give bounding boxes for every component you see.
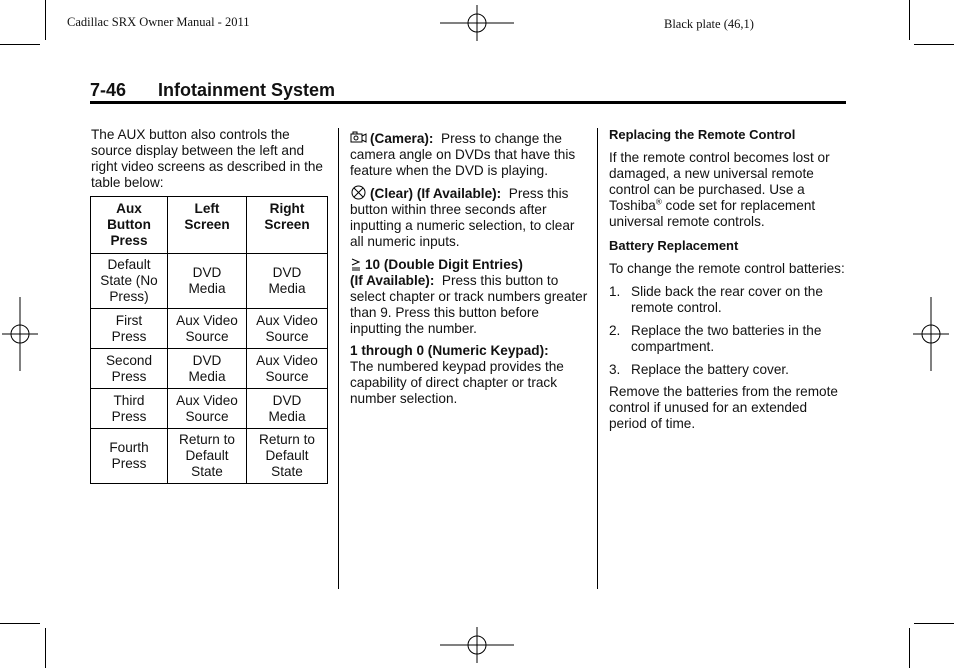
table-cell: Return to Default State — [247, 429, 328, 484]
remote-paragraph: If the remote control becomes lost or damaged, a new universal remote control can be purchased. Use a Toshiba® code set for replacement universal remote controls. — [609, 150, 830, 229]
table-cell: Third Press — [91, 389, 168, 429]
plate-label: Black plate (46,1) — [664, 17, 754, 31]
table-header-cell: Left Screen — [168, 197, 247, 254]
double-digit-text: Press this button to select chapter or track numbers greater than 9. Press this button before inputting the number. — [350, 273, 588, 336]
list-item: 2. Replace the two batteries in the compartment. — [609, 323, 822, 354]
manual-title: Cadillac SRX Owner Manual - 2011 — [67, 15, 250, 29]
double-digit-icon — [350, 256, 362, 271]
page-number: 7-46 — [90, 80, 127, 100]
column-divider-2 — [597, 128, 598, 589]
table-header-row — [91, 197, 328, 254]
crop-mark-bl-v — [45, 628, 46, 668]
list-item: 1. Slide back the rear cover on the remote control. — [609, 284, 823, 315]
camera-label: (Camera): — [370, 131, 434, 146]
camera-paragraph — [350, 131, 590, 179]
table-cell: Aux Video Source — [247, 349, 328, 389]
double-digit-paragraph — [350, 256, 590, 337]
battery-intro: To change the remote control batteries: — [609, 261, 845, 276]
registration-mark-left-icon — [2, 297, 38, 371]
registration-mark-bottom-icon — [440, 627, 514, 663]
crop-mark-tr-v — [909, 0, 910, 40]
registration-mark-top-icon — [440, 5, 514, 41]
table-header-cell: Right Screen — [247, 197, 328, 254]
table-row — [91, 389, 328, 429]
keypad-paragraph — [350, 343, 590, 407]
table-header-cell: Aux Button Press — [91, 197, 168, 254]
clear-icon — [350, 185, 367, 200]
double-digit-label: 10 (Double Digit Entries) — [365, 257, 523, 272]
closing-paragraph: Remove the batteries from the remote control if unused for an extended period of time. — [609, 384, 838, 431]
keypad-text: The numbered keypad provides the capability of direct chapter or track number selection. — [350, 359, 564, 406]
intro-paragraph: The AUX button also controls the source display between the left and right video screens as described in the table below: — [91, 127, 323, 190]
section-title: Infotainment System — [158, 80, 336, 100]
table-cell: DVD Media — [168, 254, 247, 309]
keypad-label: 1 through 0 (Numeric Keypad): — [350, 343, 549, 358]
column-1 — [91, 127, 327, 191]
table-cell: Default State (No Press) — [91, 254, 168, 309]
crop-mark-tl-v — [45, 0, 46, 40]
table-cell: Aux Video Source — [168, 309, 247, 349]
registration-mark-right-icon — [913, 297, 949, 371]
battery-heading: Battery Replacement — [609, 238, 739, 253]
table-row — [91, 429, 328, 484]
table-cell: Return to Default State — [168, 429, 247, 484]
heading-rule — [90, 101, 846, 104]
table-cell: First Press — [91, 309, 168, 349]
table-row — [91, 309, 328, 349]
clear-paragraph — [350, 185, 590, 250]
camera-icon — [350, 131, 367, 145]
registered-mark: ® — [655, 197, 662, 207]
camera-text: Press to change the camera angle on DVDs that have this feature when the DVD is playing. — [350, 131, 576, 178]
remote-heading: Replacing the Remote Control — [609, 127, 796, 142]
table-cell: Aux Video Source — [168, 389, 247, 429]
clear-text: Press this button within three seconds after inputting a numeric selection, to clear all numeric inputs. — [350, 186, 575, 249]
table-cell: Aux Video Source — [247, 309, 328, 349]
crop-mark-bl-h — [0, 623, 40, 624]
table-cell: Fourth Press — [91, 429, 168, 484]
column-divider-1 — [338, 128, 339, 589]
column-2 — [350, 131, 590, 407]
table-cell: Second Press — [91, 349, 168, 389]
table-cell: DVD Media — [168, 349, 247, 389]
aux-screen-table — [90, 196, 328, 484]
list-item: 3. Replace the battery cover. — [609, 362, 789, 377]
column-3 — [609, 127, 845, 432]
table-row — [91, 254, 328, 309]
table-cell: DVD Media — [247, 389, 328, 429]
table-row — [91, 349, 328, 389]
crop-mark-tl-h — [0, 44, 40, 45]
crop-mark-br-h — [914, 623, 954, 624]
table-cell: DVD Media — [247, 254, 328, 309]
clear-label: (Clear) (If Available): — [370, 186, 502, 201]
double-digit-label-2: (If Available): — [350, 273, 435, 288]
section-heading — [90, 80, 335, 101]
crop-mark-br-v — [909, 628, 910, 668]
crop-mark-tr-h — [914, 44, 954, 45]
